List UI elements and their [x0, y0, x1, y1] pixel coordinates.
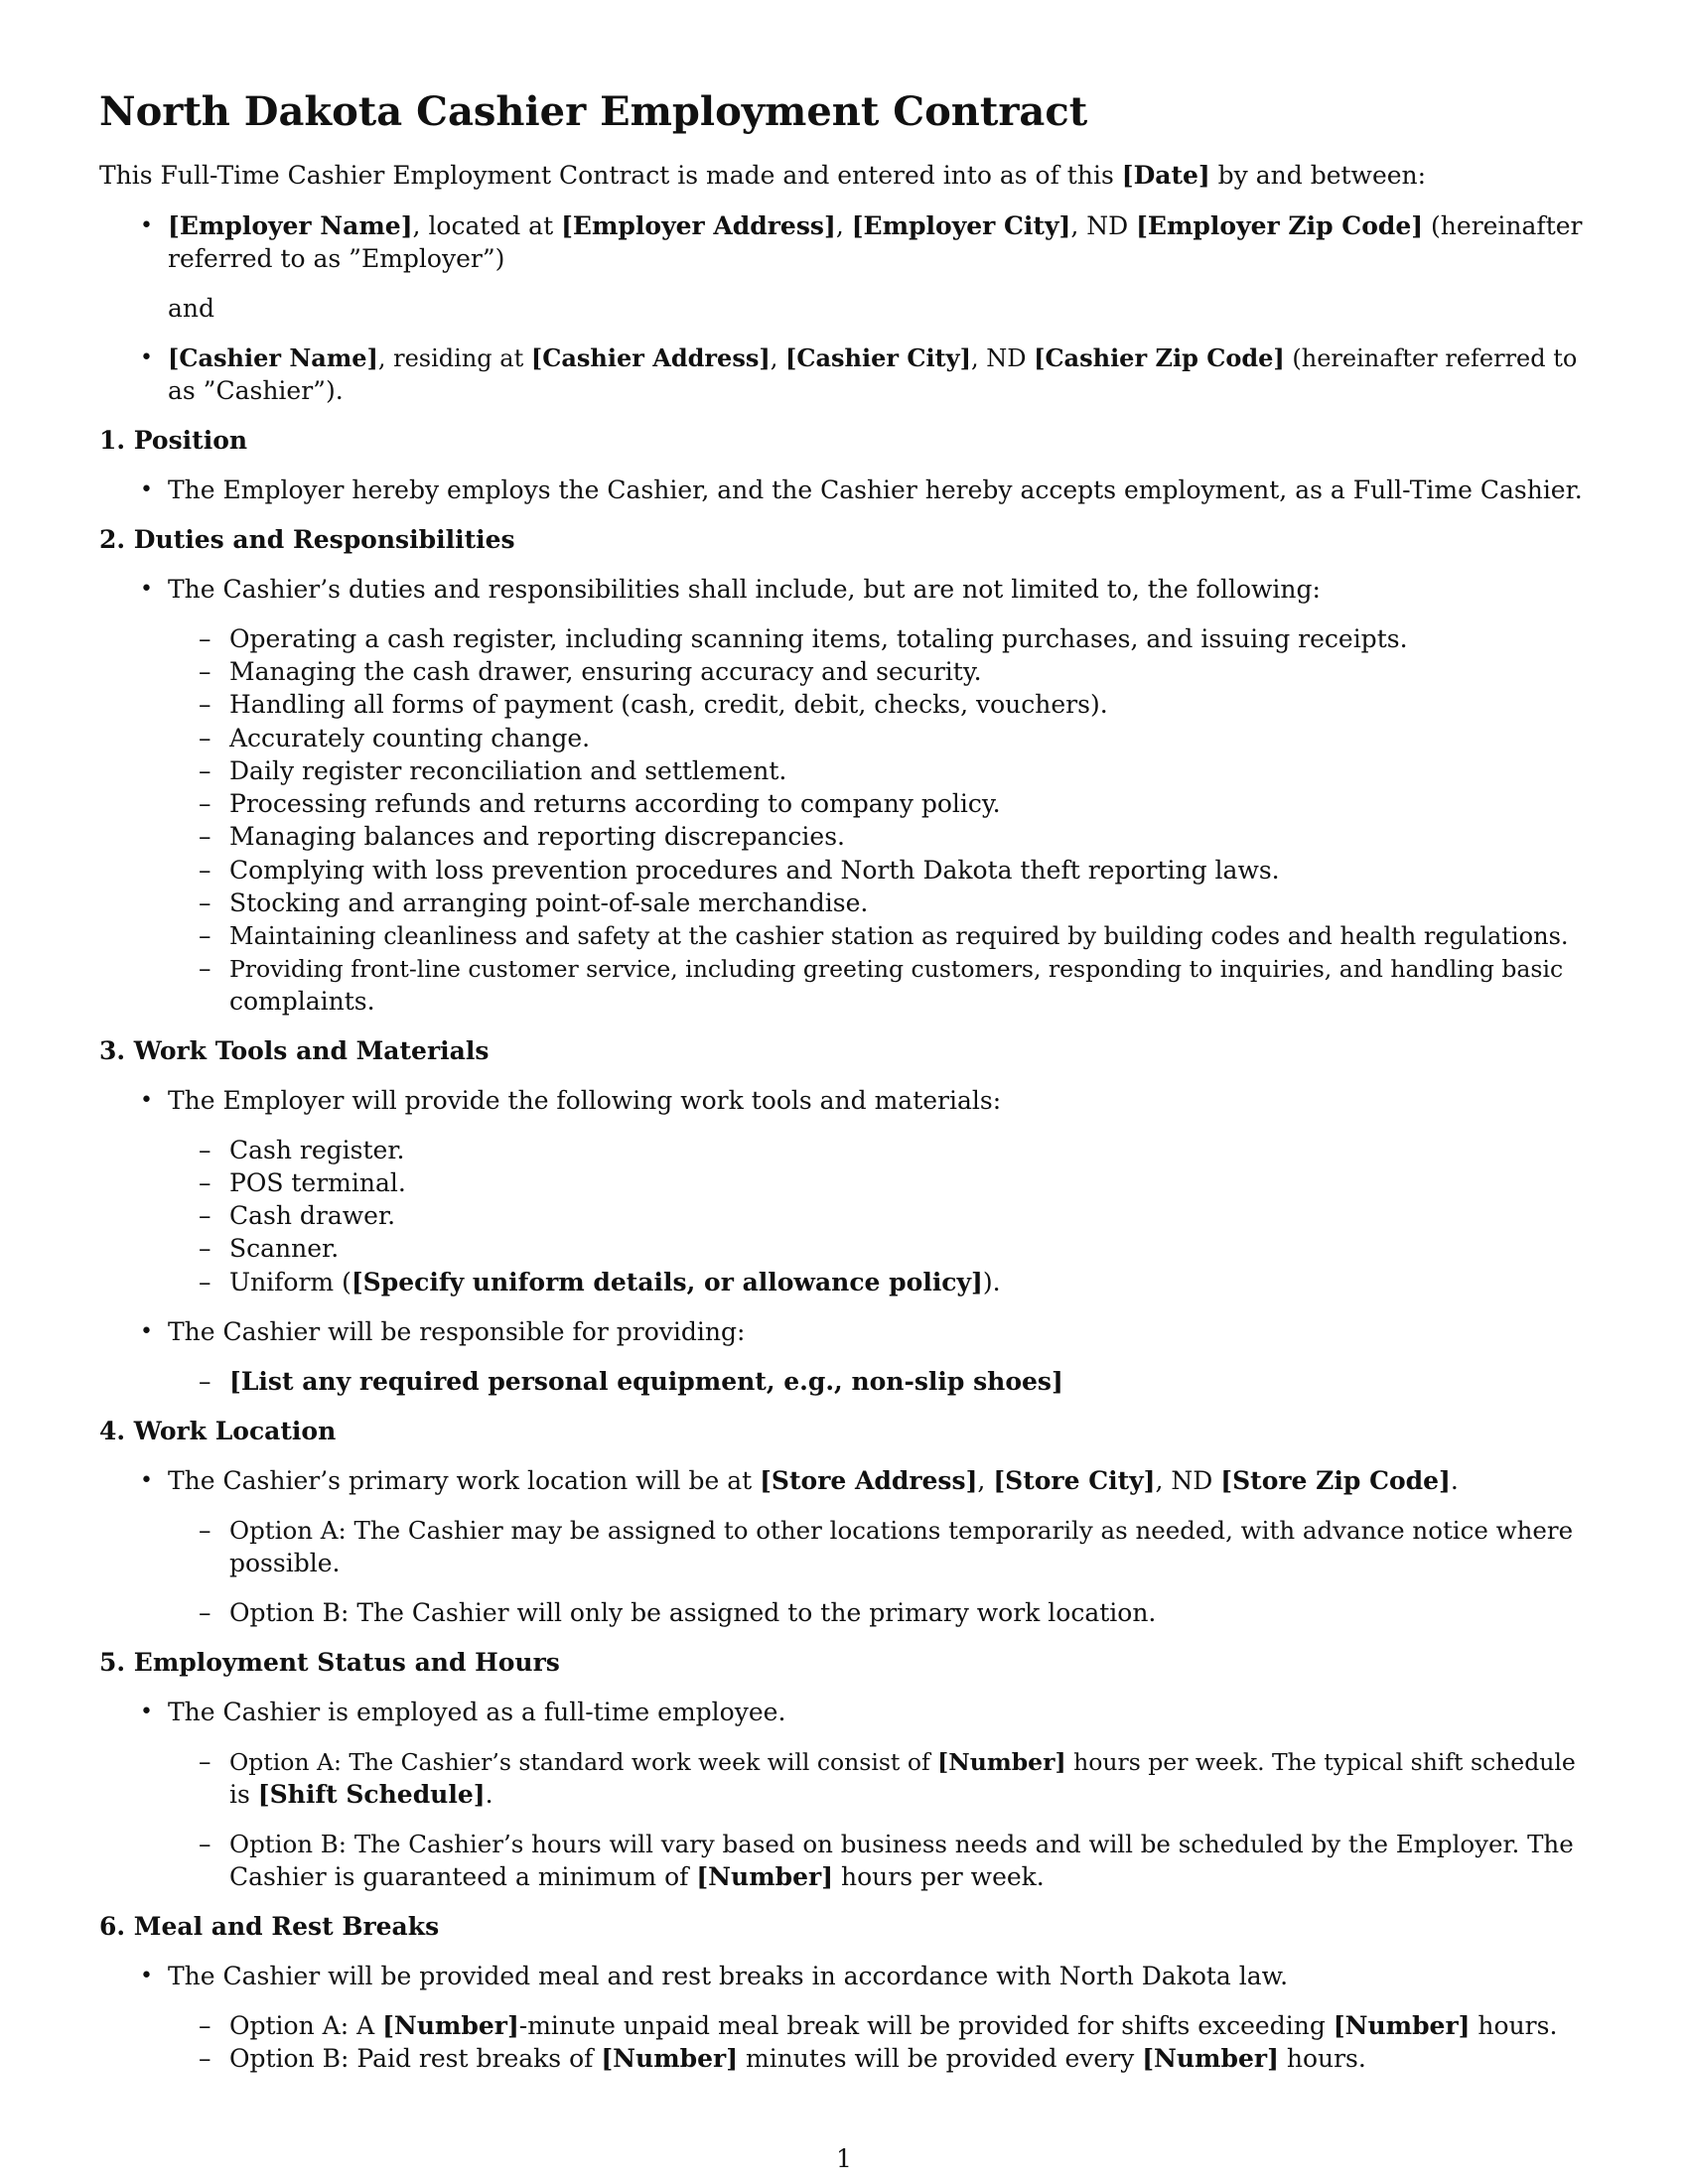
duty-item: Maintaining cleanliness and safety at the cashier station as required by building codes and health regulations.	[229, 922, 1569, 950]
bullet-icon: •	[140, 345, 153, 370]
section-heading-breaks: 6. Meal and Rest Breaks	[99, 1912, 440, 1941]
dash-icon: –	[199, 756, 211, 785]
uniform-item: Uniform ([Specify uniform details, or allowance policy]).	[229, 1268, 1001, 1297]
duty-item: Operating a cash register, including scanning items, totaling purchases, and issuing receipts.	[229, 624, 1408, 653]
duty-item: Stocking and arranging point-of-sale merchandise.	[229, 888, 869, 917]
dash-icon: –	[199, 657, 211, 686]
duty-item: Complying with loss prevention procedures and North Dakota theft reporting laws.	[229, 856, 1280, 885]
dash-icon: –	[199, 1830, 211, 1858]
dash-icon: –	[199, 789, 211, 818]
hours-option-a: Option A: The Cashier’s standard work week will consist of [Number] hours per week. The typical shift schedule	[229, 1748, 1576, 1776]
page-title: North Dakota Cashier Employment Contract	[99, 88, 1088, 135]
location-option-a: Option A: The Cashier may be assigned to other locations temporarily as needed, with advance notice where	[229, 1516, 1574, 1545]
hours-option-b-continued: Cashier is guaranteed a minimum of [Number] hours per week.	[229, 1862, 1045, 1891]
duty-item: Accurately counting change.	[229, 724, 591, 752]
duty-item: Managing balances and reporting discrepancies.	[229, 822, 845, 851]
location-option-b: Option B: The Cashier will only be assigned to the primary work location.	[229, 1598, 1157, 1627]
employer-party-line: [Employer Name], located at [Employer Address], [Employer City], ND [Employer Zip Code] (hereinafter	[168, 211, 1583, 240]
tools-intro: The Employer will provide the following work tools and materials:	[168, 1086, 1002, 1115]
breaks-option-a: Option A: A [Number]-minute unpaid meal break will be provided for shifts exceeding [Number] hours.	[229, 2011, 1558, 2040]
intro-paragraph: This Full-Time Cashier Employment Contract is made and entered into as of this [Date] by and between:	[99, 161, 1427, 190]
bullet-icon: •	[140, 1088, 153, 1113]
tool-item: Scanner.	[229, 1234, 340, 1263]
duty-item: Processing refunds and returns according to company policy.	[229, 789, 1001, 818]
tool-item: POS terminal.	[229, 1168, 406, 1197]
bullet-icon: •	[140, 478, 153, 502]
duty-item: Handling all forms of payment (cash, credit, debit, checks, vouchers).	[229, 690, 1108, 719]
tool-item: Cash drawer.	[229, 1201, 396, 1230]
page-number: 1	[836, 2144, 852, 2173]
duty-item-continued: complaints.	[229, 987, 375, 1016]
section-heading-position: 1. Position	[99, 426, 248, 455]
tool-item: Cash register.	[229, 1136, 405, 1164]
section-heading-duties: 2. Duties and Responsibilities	[99, 525, 515, 554]
dash-icon: –	[199, 954, 211, 983]
status-text: The Cashier is employed as a full-time employee.	[168, 1698, 786, 1726]
dash-icon: –	[199, 1598, 211, 1627]
dash-icon: –	[199, 690, 211, 719]
dash-icon: –	[199, 1201, 211, 1230]
dash-icon: –	[199, 1234, 211, 1263]
dash-icon: –	[199, 624, 211, 653]
duty-item: Managing the cash drawer, ensuring accuracy and security.	[229, 657, 982, 686]
bullet-icon: •	[140, 1964, 153, 1988]
bullet-icon: •	[140, 1319, 153, 1344]
duty-item: Providing front-line customer service, including greeting customers, responding to inquiries, and handling basic	[229, 955, 1564, 983]
dash-icon: –	[199, 1367, 211, 1396]
dash-icon: –	[199, 921, 211, 950]
dash-icon: –	[199, 1747, 211, 1776]
location-option-a-continued: possible.	[229, 1549, 341, 1577]
cashier-party-line-2: as ”Cashier”).	[168, 376, 344, 405]
dash-icon: –	[199, 1268, 211, 1297]
position-text: The Employer hereby employs the Cashier, and the Cashier hereby accepts employment, as a Full-Time Cashier.	[168, 476, 1583, 504]
dash-icon: –	[199, 2011, 211, 2040]
duty-item: Daily register reconciliation and settlement.	[229, 756, 787, 785]
dash-icon: –	[199, 888, 211, 917]
bullet-icon: •	[140, 577, 153, 602]
dash-icon: –	[199, 856, 211, 885]
breaks-option-b: Option B: Paid rest breaks of [Number] minutes will be provided every [Number] hours.	[229, 2044, 1366, 2073]
section-heading-tools: 3. Work Tools and Materials	[99, 1036, 490, 1065]
bullet-icon: •	[140, 1468, 153, 1493]
personal-equipment-item: [List any required personal equipment, e.g., non-slip shoes]	[229, 1367, 1063, 1396]
section-heading-status-hours: 5. Employment Status and Hours	[99, 1648, 560, 1677]
employer-party-line-2: referred to as ”Employer”)	[168, 244, 505, 273]
bullet-icon: •	[140, 1700, 153, 1724]
dash-icon: –	[199, 1516, 211, 1545]
dash-icon: –	[199, 822, 211, 851]
dash-icon: –	[199, 724, 211, 752]
section-heading-location: 4. Work Location	[99, 1417, 337, 1445]
location-text: The Cashier’s primary work location will be at [Store Address], [Store City], ND [Store Zip Code].	[168, 1466, 1459, 1495]
dash-icon: –	[199, 1168, 211, 1197]
breaks-text: The Cashier will be provided meal and rest breaks in accordance with North Dakota law.	[168, 1962, 1289, 1990]
bullet-icon: •	[140, 213, 153, 238]
date-placeholder: [Date]	[1121, 161, 1210, 190]
cashier-party-line: [Cashier Name], residing at [Cashier Address], [Cashier City], ND [Cashier Zip Code] (hereinafter referred to	[168, 343, 1578, 372]
dash-icon: –	[199, 2044, 211, 2073]
dash-icon: –	[199, 1136, 211, 1164]
and-text: and	[168, 294, 215, 323]
hours-option-a-continued: is [Shift Schedule].	[229, 1780, 493, 1809]
hours-option-b: Option B: The Cashier’s hours will vary based on business needs and will be scheduled by the Employer. The	[229, 1830, 1574, 1858]
cashier-provides-intro: The Cashier will be responsible for providing:	[168, 1317, 746, 1346]
duties-intro: The Cashier’s duties and responsibilities shall include, but are not limited to, the following:	[168, 575, 1321, 604]
